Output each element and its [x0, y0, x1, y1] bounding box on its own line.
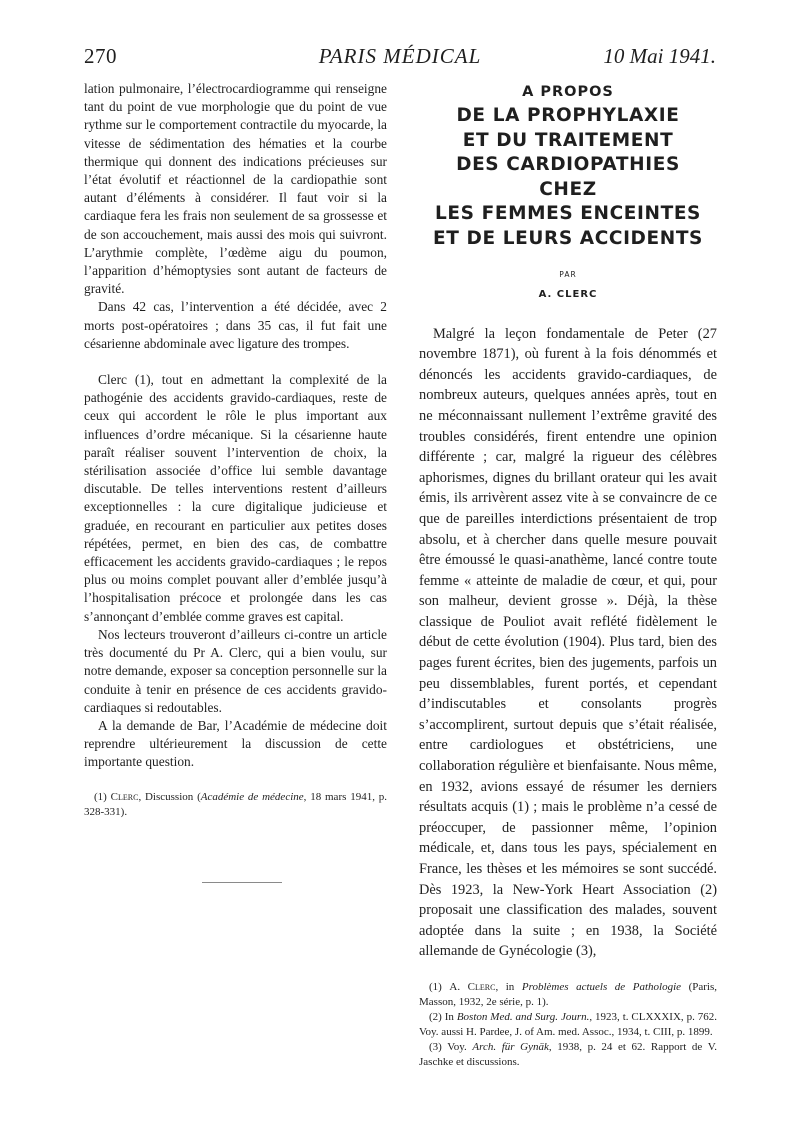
footnote-text-end: , 18 mars 1941, p. 328-331).: [84, 790, 387, 818]
title-line-1: DE LA PROPHYLAXIE: [456, 105, 680, 126]
issue-date: 10 Mai 1941.: [603, 44, 716, 68]
footnote-author: Clerc: [110, 790, 139, 803]
left-paragraph-4: Nos lecteurs trouveront d’ailleurs ci-contre un article très documenté du Pr A. Clerc, qui a bien voulu, sur notre demande, exposer sa conception personnelle sur la conduite à tenir en présence de ces accidents gravido-cardiaques si redoutables.: [84, 626, 387, 715]
title-line-5: LES FEMMES ENCEINTES: [435, 203, 701, 225]
running-head: [84, 44, 716, 78]
footnote-text: , Discussion (: [138, 790, 201, 803]
decorative-rule: [202, 882, 282, 883]
title-line-4: CHEZ: [539, 178, 597, 200]
title-line-3: DES CARDIOPATHIES: [456, 154, 680, 176]
article-author: A. CLERC: [538, 288, 598, 300]
title-line-6: ET DE LEURS ACCIDENTS: [433, 227, 703, 249]
left-paragraph-5: A la demande de Bar, l’Académie de médecine doit reprendre ultérieurement la discussion de cette importante question.: [84, 717, 387, 770]
by-label: PAR: [559, 269, 577, 279]
right-footnote-2: (2) In Boston Med. and Surg. Journ., 1923, t. CLXXXIX, p. 762. Voy. aussi H. Pardee, J. of Am. med. Assoc., 1934, t. CIII, p. 1899.: [419, 1010, 717, 1038]
journal-title: PARIS MÉDICAL: [318, 44, 482, 68]
footnote-journal: Académie de médecine: [200, 790, 304, 803]
right-footnote-3: (3) Voy. Arch. für Gynäk, 1938, p. 24 et 62. Rapport de V. Jaschke et discussions.: [419, 1040, 717, 1068]
left-footnote: [84, 790, 387, 820]
article-kicker: A PROPOS: [522, 84, 614, 100]
title-line-2: ET DU TRAITEMENT: [462, 129, 674, 151]
page-number: 270: [84, 44, 117, 68]
article-body: Malgré la leçon fondamentale de Peter (27 novembre 1871), où furent à la fois dénommés et dénoncés les accidents gravido-cardiaques, de nombreux auteurs, quelques années après, tout en ne méconnaissant nullement l’extrême gravité des troubles considérés, firent entendre une opinion différente ; car, malgré la rigueur des célèbres aphorismes, dignes du brillant orateur qui les avait émis, ils arrivèrent assez vite à se convaincre de ce que de pareilles interdictions présentaient de trop absolu, et à chercher dans quelle mesure pouvait être émoussé le quasi-anathème, lancé contre toute femme « atteinte de maladie de cœur, et qui, pour son malheur, devient grosse ». Déjà, la thèse classique de Pouliot avait reflété fidèlement le début de cette évolution (1904). Plus tard, bien des pages furent écrites, bien des jugements, parfois un peu dissemblables, furent portés, et cependant d’indiscutables et consolants progrès s’accomplirent, surtout depuis que s’était réalisée, entre cardiologues et obstétriciens, une collaboration régulière et bienfaisante. Nous même, en 1932, avions essayé de résumer les derniers résultats acquis (1) ; mais le problème n’a cessé de préoccuper, de passionner même, l’opinion médicale, et, dans tous les pays, spécialement en France, les thèses et les mémoires se sont succédé. Dès 1923, la New-York Heart Association (2) proposait une classification des malades, souvent adoptée dans la suite ; en 1938, la Société allemande de Gynécologie (3),: [419, 325, 717, 960]
left-column: [84, 80, 387, 883]
right-footnote-1: (1) A. Clerc, in Problèmes actuels de Pathologie (Paris, Masson, 1932, 2e série, p. 1).: [419, 980, 717, 1008]
right-column: [419, 80, 717, 1070]
left-paragraph-3: Clerc (1), tout en admettant la complexité de la pathogénie des accidents gravido-cardiaques, reste de ceux qui accordent le rôle le plus important aux influences d’ordre mécanique. Si la césarienne haute paraît réaliser souvent l’intervention de choix, la stérilisation associée d’office lui semble davantage discutable. De telles interventions restent d’ailleurs exceptionnelles : la cure digitalique judicieuse et graduée, en recourant en particulier aux petites doses répétées, permet, en bien des cas, de combattre efficacement les accidents gravido-cardiaques ; le repos plus ou moins complet pouvant aller d’emblée jusqu’à l’hospitalisation précoce et prolongée dans les cas s’annonçant d’emblée comme graves est capital.: [84, 372, 387, 624]
article-title-block: [419, 84, 717, 300]
left-paragraph-2: Dans 42 cas, l’intervention a été décidée, avec 2 morts post-opératoires ; dans 35 cas, il fut fait une césarienne abdominale avec ligature des trompes.: [84, 299, 387, 351]
left-paragraph-1: lation pulmonaire, l’électrocardiogramme qui renseigne tant du point de vue morphologie que du point de vue rythme sur le comportement contractile du myocarde, la vitesse de sédimentation des hématies et la courbe thermique qui donnent des indications précieuses sur l’état évolutif et réactionnel de la cardiopathie sont autant d’éléments à considérer. Il faut voir si la cardiaque fera les frais non seulement de sa grossesse et de son accouchement, mais aussi des mois qui suivront. L’arythmie complète, l’œdème aigu du poumon, l’apparition d’hémoptysies sont autant de facteurs de gravité.: [84, 81, 387, 297]
footnote-number: (1): [94, 790, 107, 803]
